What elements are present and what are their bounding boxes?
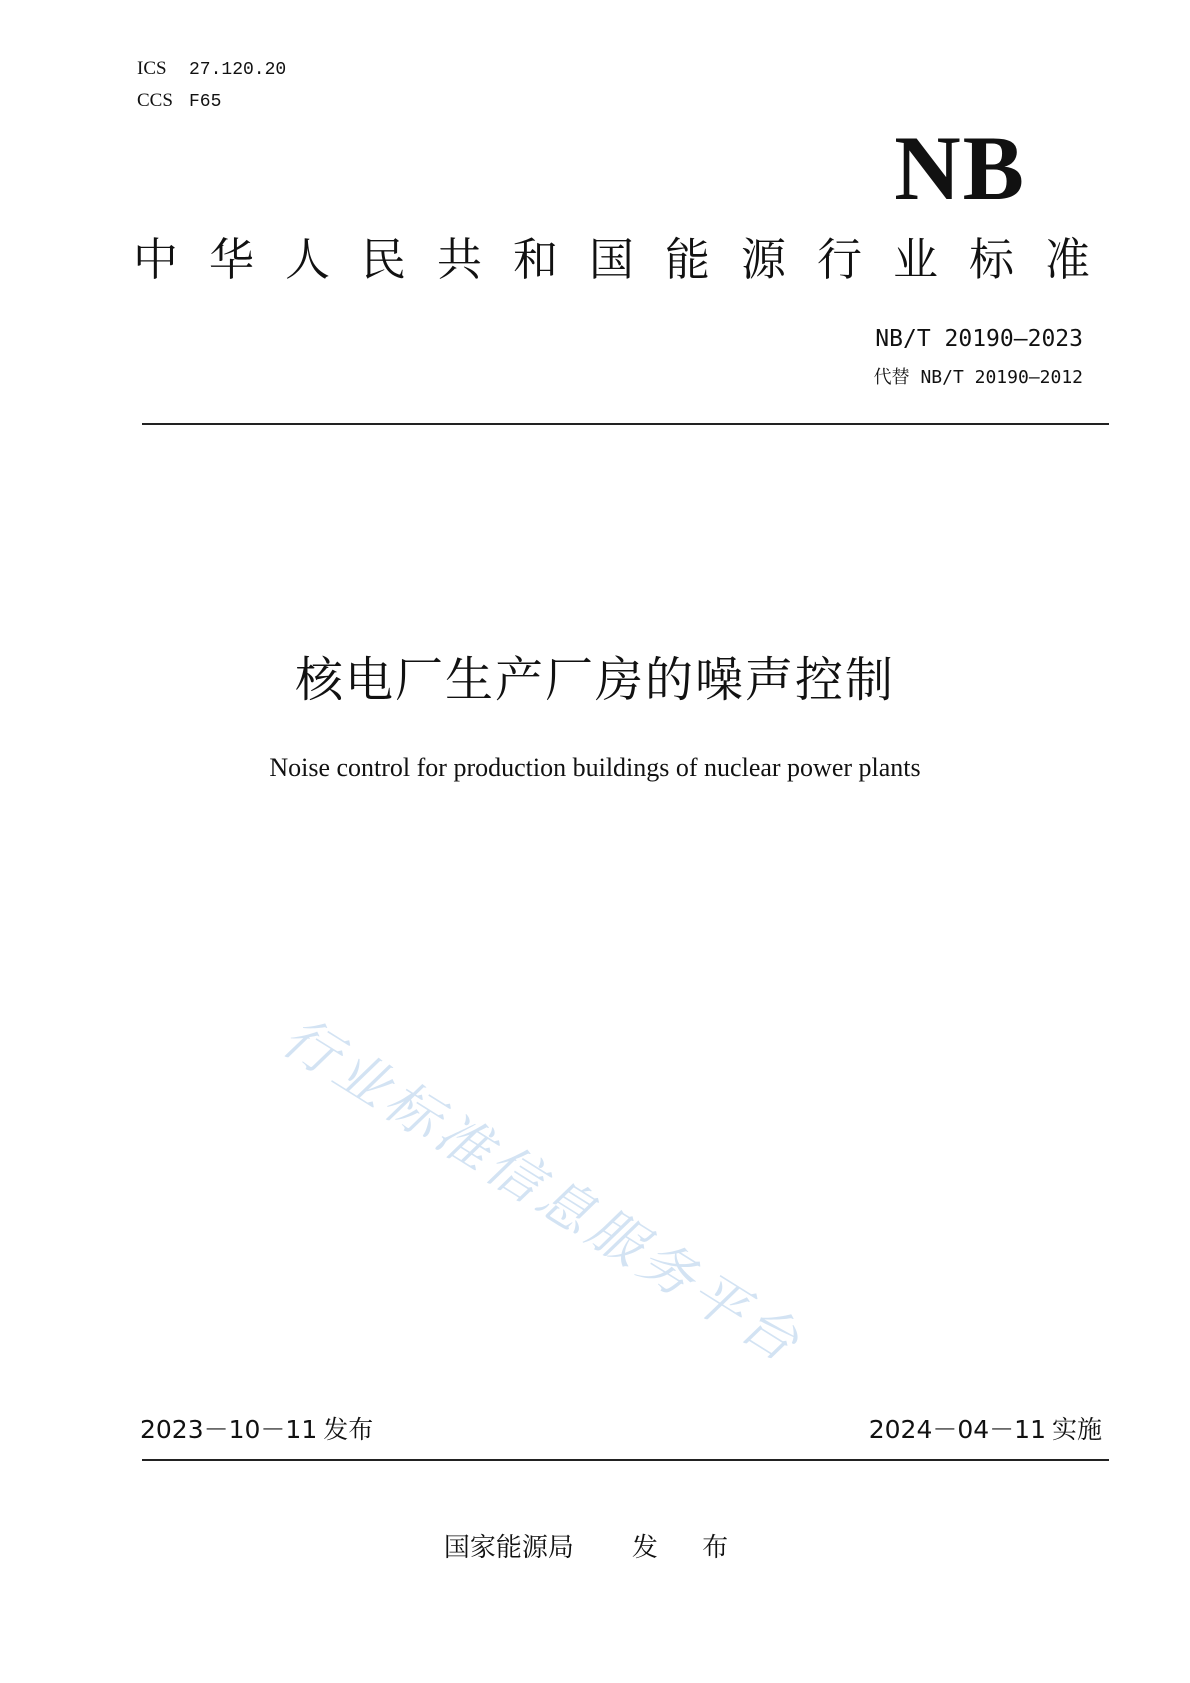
bottom-divider bbox=[142, 1459, 1109, 1461]
ics-label: ICS bbox=[137, 58, 167, 79]
ics-classification bbox=[137, 56, 286, 82]
publisher-action: 发 布 bbox=[631, 1533, 747, 1563]
standard-type-heading: 中华人民共和国能源行业标准 bbox=[133, 233, 1122, 286]
implementation-date-label: 实施 bbox=[1051, 1415, 1102, 1444]
title-english: Noise control for production buildings of nuclear power plants bbox=[269, 753, 921, 782]
implementation-date-value: 2024－04－11 bbox=[868, 1415, 1046, 1444]
ccs-classification bbox=[137, 88, 221, 114]
ics-value: 27.120.20 bbox=[189, 60, 287, 80]
watermark: 行业标准信息服务平台 bbox=[271, 1005, 814, 1377]
title-chinese: 核电厂生产厂房的噪声控制 bbox=[294, 652, 895, 708]
ccs-value: F65 bbox=[189, 92, 222, 112]
replaces-standard: 代替 NB/T 20190—2012 bbox=[873, 367, 1083, 388]
issue-date-value: 2023－10－11 bbox=[140, 1415, 318, 1444]
ccs-label: CCS bbox=[137, 90, 173, 111]
publisher-name: 国家能源局 bbox=[443, 1533, 574, 1563]
implementation-date bbox=[869, 1413, 1102, 1447]
standard-number: NB/T 20190—2023 bbox=[875, 326, 1083, 352]
publisher bbox=[0, 1530, 1190, 1566]
issue-date bbox=[140, 1413, 373, 1447]
nb-logo: NB bbox=[894, 117, 1026, 219]
top-divider bbox=[142, 423, 1109, 425]
issue-date-label: 发布 bbox=[323, 1415, 374, 1444]
